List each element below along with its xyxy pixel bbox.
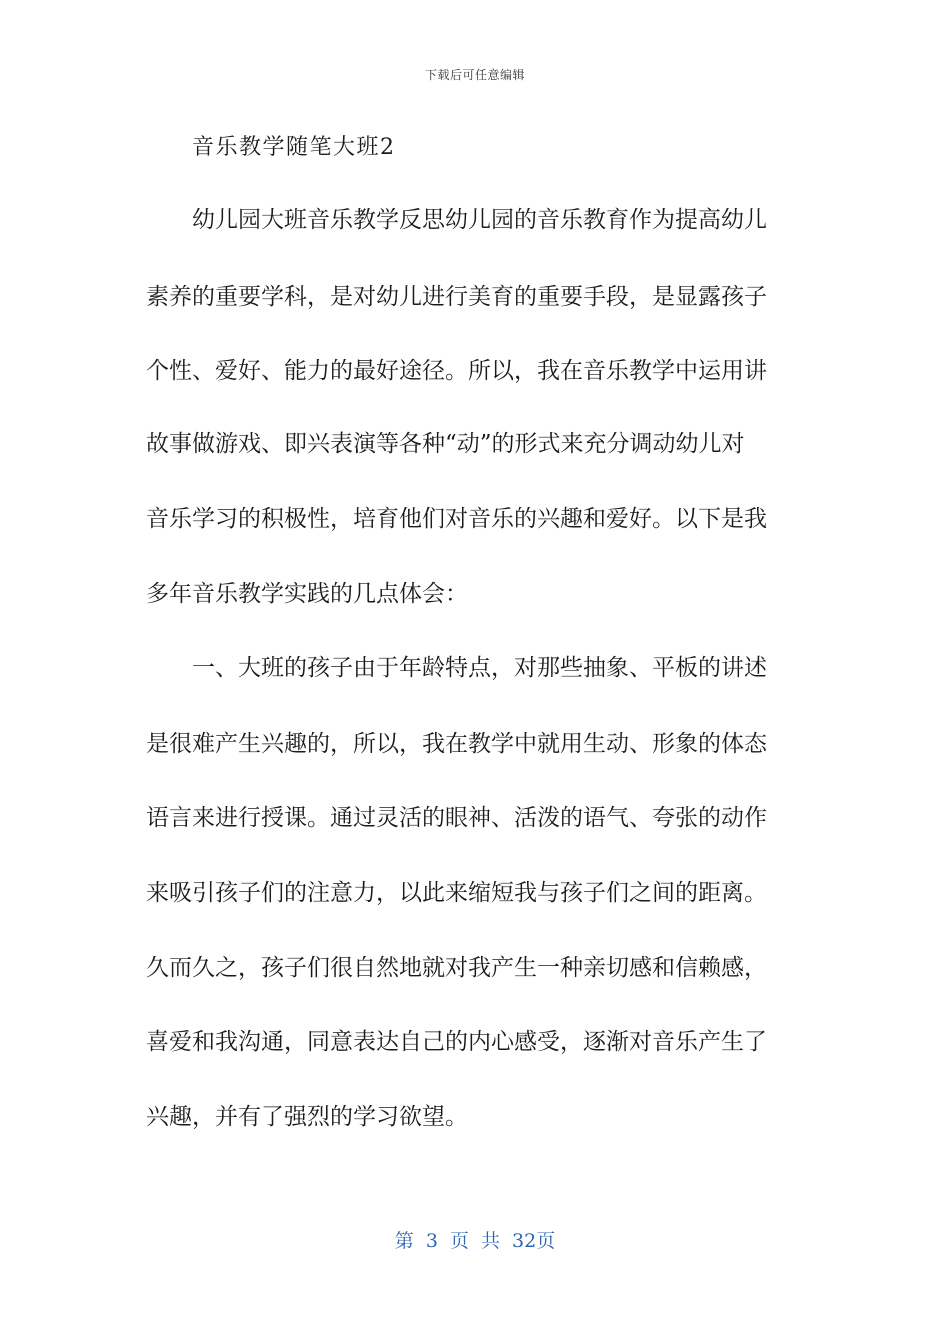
- body-line: 语言来进行授课。通过灵活的眼神、活泼的语气、夸张的动作: [146, 805, 767, 831]
- body-line: 一、大班的孩子由于年龄特点，对那些抽象、平板的讲述: [146, 655, 767, 681]
- page-header-note: 下载后可任意编辑: [424, 68, 525, 82]
- body-line: 兴趣，并有了强烈的学习欲望。: [146, 1104, 468, 1130]
- body-line: 久而久之，孩子们很自然地就对我产生一种亲切感和信赖感，: [146, 955, 767, 981]
- body-line: 喜爱和我沟通，同意表达自己的内心感受，逐渐对音乐产生了: [146, 1029, 767, 1055]
- page-number-footer: 第 3 页 共 32页: [394, 1230, 556, 1252]
- body-line: 多年音乐教学实践的几点体会：: [146, 581, 468, 607]
- body-line: 来吸引孩子们的注意力，以此来缩短我与孩子们之间的距离。: [146, 880, 767, 906]
- body-line: 素养的重要学科，是对幼儿进行美育的重要手段，是显露孩子: [146, 284, 767, 310]
- body-line: 音乐学习的积极性，培育他们对音乐的兴趣和爱好。以下是我: [146, 506, 767, 532]
- body-line: 幼儿园大班音乐教学反思幼儿园的音乐教育作为提高幼儿: [146, 207, 767, 233]
- body-line: 是很难产生兴趣的，所以，我在教学中就用生动、形象的体态: [146, 731, 767, 757]
- body-line: 个性、爱好、能力的最好途径。所以，我在音乐教学中运用讲: [146, 358, 767, 384]
- document-title: 音乐教学随笔大班2: [192, 135, 396, 160]
- body-line: 故事做游戏、即兴表演等各种“动”的形式来充分调动幼儿对: [146, 431, 745, 457]
